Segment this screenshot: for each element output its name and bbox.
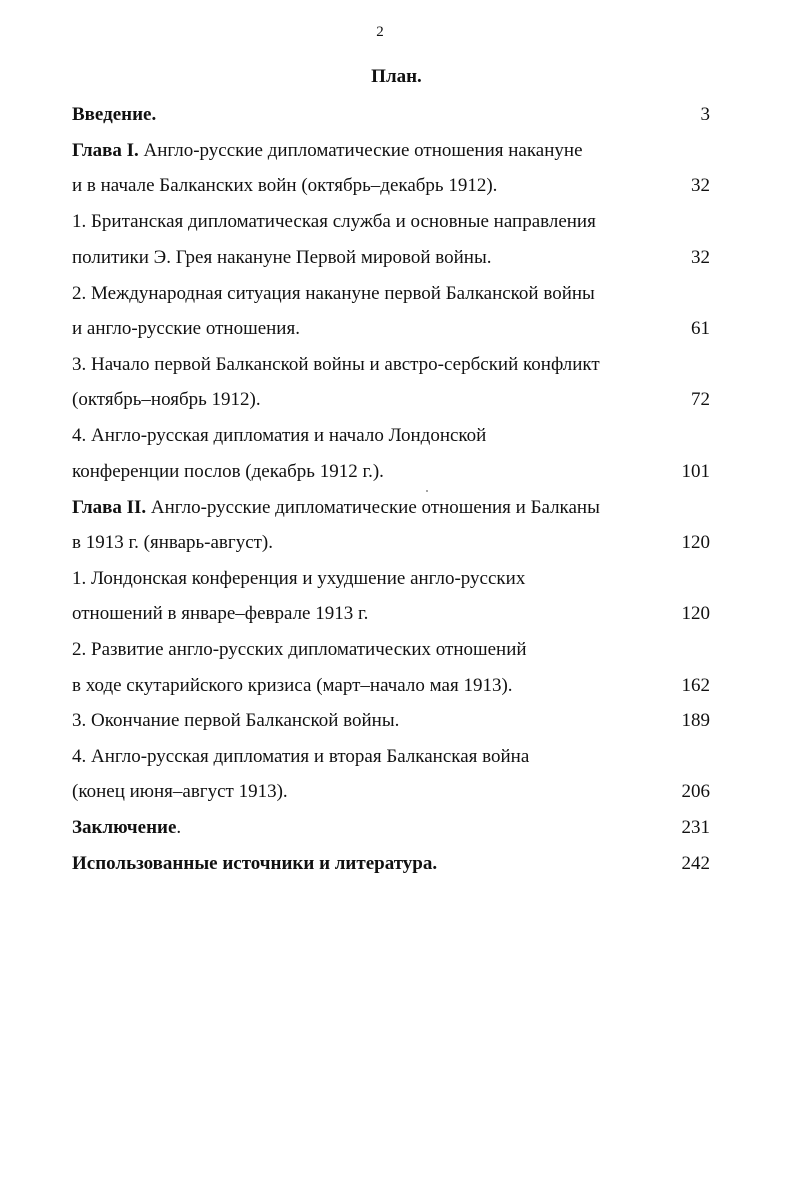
- toc-page-number: 72: [691, 389, 710, 410]
- toc-page-number: 231: [681, 817, 710, 838]
- toc-entry-continuation: [72, 674, 513, 698]
- toc-entry-text: Англо-русские дипломатические отношения и Балканы: [146, 497, 600, 518]
- toc-entry-section: [72, 567, 525, 591]
- toc-entry-section: [72, 745, 529, 769]
- toc-entry-section: [72, 353, 600, 377]
- toc-entry-continuation: [72, 531, 273, 555]
- toc-entry-continuation: [72, 246, 492, 270]
- toc-entry-text: 2. Развитие англо-русских дипломатических отношений: [72, 639, 527, 660]
- toc-entry-text: Англо-русские дипломатические отношения накануне: [138, 140, 583, 161]
- toc-entry-text: и в начале Балканских войн (октябрь–декабрь 1912).: [72, 175, 498, 196]
- toc-entry-introduction: [72, 103, 156, 127]
- toc-entry-continuation: [72, 780, 288, 804]
- toc-entry-label: Глава II.: [72, 497, 147, 518]
- toc-entry-text: 1. Лондонская конференция и ухудшение англо-русских: [72, 568, 526, 589]
- toc-entry-continuation: [72, 174, 497, 198]
- toc-entry-chapter-2: [72, 496, 600, 520]
- toc-entry-section: [72, 282, 595, 306]
- toc-page-number: 206: [681, 781, 710, 802]
- toc-entry-text: 3. Начало первой Балканской войны и австро-сербский конфликт: [72, 354, 600, 375]
- toc-entry-text: в ходе скутарийского кризиса (март–начало мая 1913).: [72, 675, 513, 696]
- toc-entry-label: Введение.: [72, 104, 157, 125]
- toc-page-number: 242: [681, 853, 710, 874]
- toc-page-number: 101: [681, 461, 710, 482]
- toc-entry-continuation: [72, 388, 261, 412]
- toc-entry-label: Использованные источники и литература.: [72, 853, 438, 874]
- toc-entry-text: 2. Международная ситуация накануне первой Балканской войны: [72, 283, 595, 304]
- toc-entry-text: отношений в январе–феврале 1913 г.: [72, 603, 369, 624]
- toc-page-number: 120: [681, 603, 710, 624]
- toc-entry-label: Глава I.: [72, 140, 139, 161]
- toc-entry-conclusion: [72, 816, 181, 840]
- toc-page-number: 32: [691, 175, 710, 196]
- toc-page-number: 189: [681, 710, 710, 731]
- toc-entry-continuation: [72, 317, 300, 341]
- toc-entry-text: 4. Англо-русская дипломатия и начало Лондонской: [72, 425, 487, 446]
- toc-entry-bibliography: [72, 852, 437, 876]
- toc-page-number: 32: [691, 247, 710, 268]
- toc-page-number: 120: [681, 532, 710, 553]
- toc-entry-text: 1. Британская дипломатическая служба и основные направления: [72, 211, 596, 232]
- toc-entry-text: и англо-русские отношения.: [72, 318, 300, 339]
- toc-entry-text: (конец июня–август 1913).: [72, 781, 288, 802]
- toc-page-number: 162: [681, 675, 710, 696]
- toc-entry-section: [72, 210, 596, 234]
- toc-entry-text: политики Э. Грея накануне Первой мировой войны.: [72, 247, 492, 268]
- toc-page-number: 61: [691, 318, 710, 339]
- toc-entry-continuation: [72, 602, 368, 626]
- toc-entry-text: (октябрь–ноябрь 1912).: [72, 389, 261, 410]
- toc-entry-text: 3. Окончание первой Балканской войны.: [72, 710, 400, 731]
- toc-entry-text: в 1913 г. (январь-август).: [72, 532, 274, 553]
- toc-entry-section: [72, 709, 399, 733]
- toc-entry-text: конференции послов (декабрь 1912 г.).: [72, 461, 384, 482]
- toc-entry-text: 4. Англо-русская дипломатия и вторая Балканская война: [72, 746, 530, 767]
- toc-entry-label: Заключение: [72, 817, 177, 838]
- toc-entry-section: [72, 638, 527, 662]
- toc-entry-text: .: [176, 817, 182, 838]
- toc-entry-section: [72, 424, 486, 448]
- page-number: 2: [376, 24, 384, 40]
- toc-entry-chapter-1: [72, 139, 583, 163]
- scan-speck: [426, 490, 428, 492]
- page-title: План.: [371, 66, 422, 87]
- toc-page-number: 3: [700, 104, 710, 125]
- toc-entry-continuation: [72, 460, 384, 484]
